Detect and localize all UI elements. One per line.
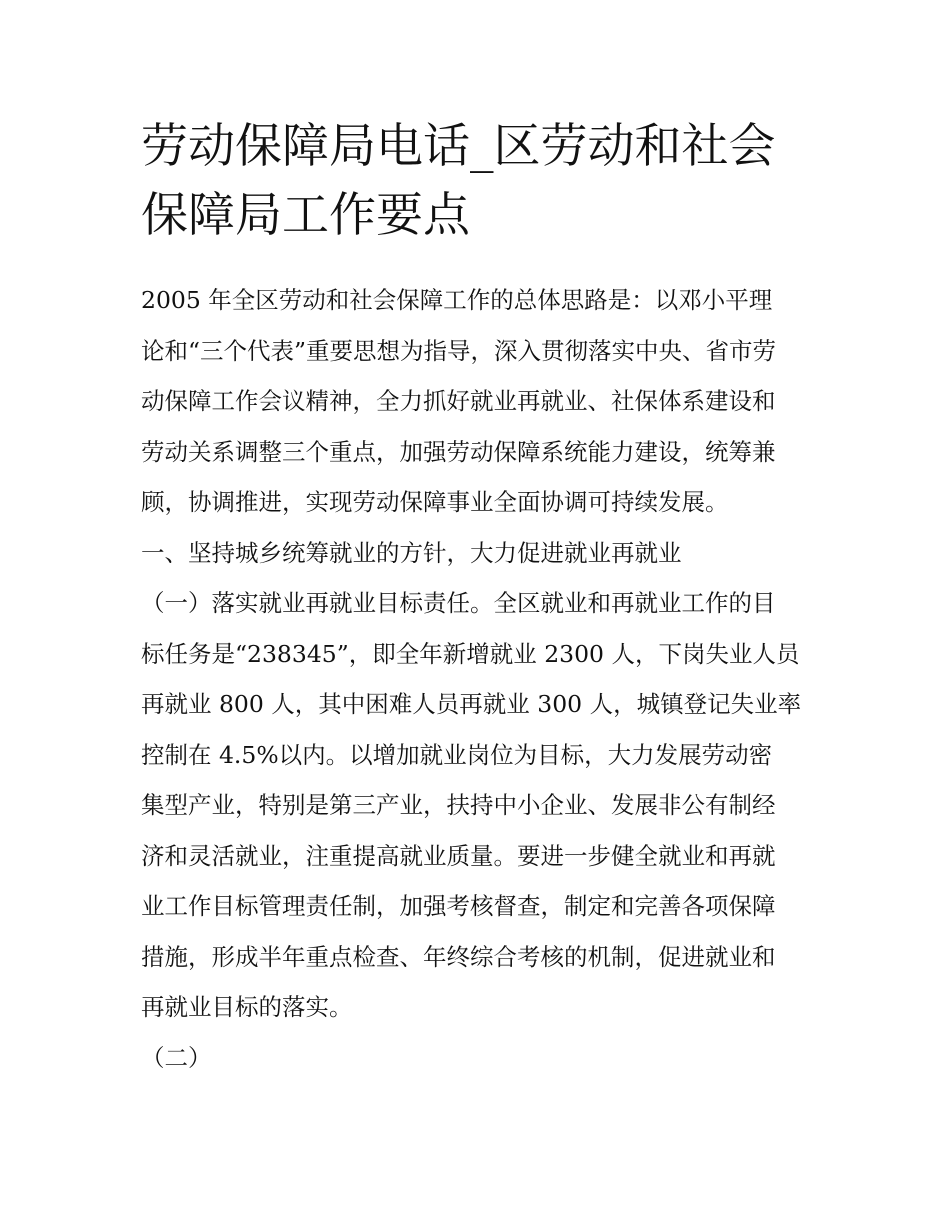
document-body	[141, 275, 831, 1083]
title-line-1: 劳动保障局电话_区劳动和社会	[141, 119, 776, 174]
body-line: 论和“三个代表”重要思想为指导，深入贯彻落实中央、省市劳	[141, 336, 777, 365]
body-line: 措施，形成半年重点检查、年终综合考核的机制，促进就业和	[141, 942, 776, 971]
subsection-heading: （二）	[141, 1043, 212, 1072]
body-line: 控制在 4.5%以内。以增加就业岗位为目标，大力发展劳动密	[141, 740, 773, 769]
body-line: （一）落实就业再就业目标责任。全区就业和再就业工作的目	[141, 589, 776, 617]
body-line: 标任务是“238345”，即全年新增就业 2300 人，下岗失业人员	[141, 639, 800, 668]
body-line: 济和灵活就业，注重提高就业质量。要进一步健全就业和再就	[141, 841, 776, 870]
body-line: 2005 年全区劳动和社会保障工作的总体思路是：以邓小平理	[141, 286, 773, 314]
title-line-2: 保障局工作要点	[141, 188, 470, 243]
body-line: 再就业目标的落实。	[141, 993, 353, 1021]
body-line: 动保障工作会议精神，全力抓好就业再就业、社保体系建设和	[141, 387, 776, 415]
document-title	[141, 112, 821, 250]
body-line: 再就业 800 人，其中困难人员再就业 300 人，城镇登记失业率	[141, 690, 802, 718]
body-line: 集型产业，特别是第三产业，扶持中小企业、发展非公有制经	[141, 791, 776, 819]
body-line: 顾，协调推进，实现劳动保障事业全面协调可持续发展。	[141, 488, 729, 516]
section-heading: 一、坚持城乡统筹就业的方针，大力促进就业再就业	[141, 538, 682, 567]
body-line: 业工作目标管理责任制，加强考核督查，制定和完善各项保障	[141, 892, 776, 920]
body-line: 劳动关系调整三个重点，加强劳动保障系统能力建设，统筹兼	[141, 437, 776, 466]
